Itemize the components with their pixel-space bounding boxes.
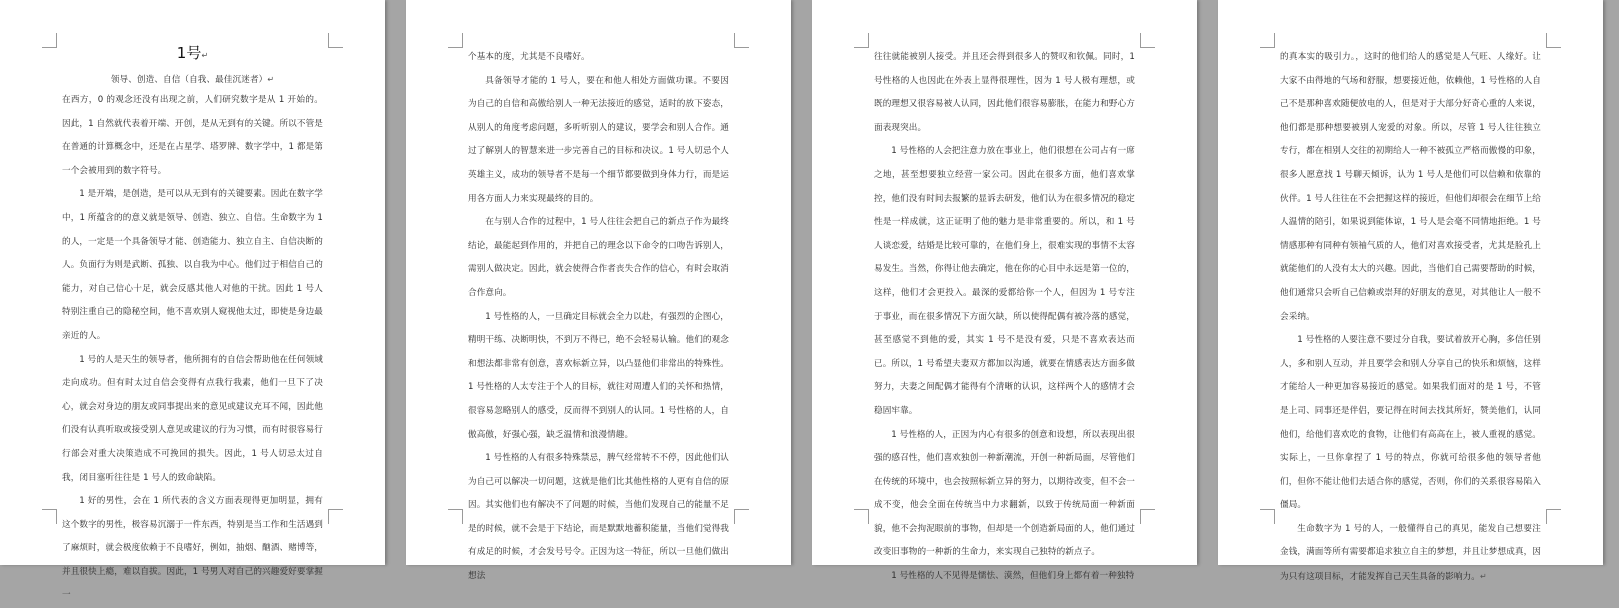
crop-mark-bottom-left	[854, 509, 869, 524]
paragraph: 在西方，0 的观念还没有出现之前，人们研究数字是从 1 开始的。因此，1 自然就代表着开端、开创，是从无到有的关键。所以不管是在普通的计算概念中，还是在占星学、塔罗牌、数字学中，1 都是第一个会被用到的数字符号。	[62, 95, 323, 176]
paragraph: 的真本实的吸引力。，这时的他们给人的感觉是人气旺、人缘好。让大家不由得地的气场和舒服，想要接近他，依赖他，1 号性格的人自己不是那种喜欢随便放电的人，但是对于大部分好奇心重的人来说，他们都是那种想要被别人宠爱的对象。所以，尽管 1 号人往往独立专行，都在相别人交往的初期给人一种不被孤立严格而傲慢的印象，很多人愿意找 1 号聊天倾诉，认为 1 号人是他们可以信赖和依靠的伙伴。1 号人往往在不会把握这样的接近，但他们却很会在细节上给人温情的陪引，如果说到能体谅，1 号人是会毫不同情地拒绝。1 号情感那种有同种有领袖气质的人，他们对喜欢接受者，尤其是脸孔上就能他们的人没有太大的兴趣。因此，当他们自己需要帮助的时候，他们通常只会听自己信赖或崇拜的好朋友的意见，对其他让人一般不会采纳。	[1280, 52, 1541, 322]
crop-mark-top-left	[854, 33, 869, 48]
crop-mark-top-right	[1546, 33, 1561, 48]
paragraph: 往往就能被别人接受。并且还会得到很多人的赞叹和钦佩。同时，1 号性格的人也因此在外表上显得很理性，因为 1 号人极有理想，或既的理想又很容易被人认同，因此他们很容易膨胀，在能力和野心方面表现突出。	[874, 52, 1135, 133]
paragraph: 1 号性格的人不见得是懦怯、漠然，但他们身上都有着一种独特	[891, 571, 1135, 582]
crop-mark-bottom-left	[42, 509, 57, 524]
crop-mark-bottom-right	[328, 509, 343, 524]
paragraph: 在与别人合作的过程中，1 号人往往会把自己的新点子作为最终结论，最能起到作用的，并把自己的理念以下命令的口吻告诉别人，需别人做决定。因此，就会使得合作者丧失合作的信心，有时会取消合作意向。	[468, 217, 729, 298]
paragraph: 生命数字为 1 号的人，一般懂得自己的真见，能发自己想要注金钱，满面等所有需要都追求独立自主的梦想，并且让梦想成真，因为只有这项目标，才能发挥自己天生具备的影响力。↵	[1280, 523, 1541, 583]
document-page-4[interactable]	[1218, 0, 1603, 583]
document-page-1[interactable]	[0, 0, 385, 601]
paragraph: 1 是开端，是创造，是可以从无到有的关键要素。因此在数字学中，1 所蕴含的的意义就是领导、创造、独立、自信。生命数字为 1 的人，一定是一个具备领导才能、创造能力、独立自主、自信决断的人。负面行为则是武断、孤独、以自我为中心。他们过于相信自己的能力，对自己信心十足，就会反感其他人对他的干扰。因此 1 号人特别注重自己的隐秘空间，他不喜欢别人窥视他太过，即使是身边最亲近的人。	[62, 189, 323, 341]
paragraph: 具备领导才能的 1 号人，要在和他人相处方面做功课。不要因为自己的自信和高傲给别人一种无法接近的感觉，适时的放下姿态，从别人的角度考虑问题，多听听别人的建议，要学会和别人合作。通过了解别人的智慧来进一步完善自己的目标和决议。1 号人切忌个人英雄主义，成功的领导者不是每一个细节都要做到身体力行，而是运用各方面人力来实现最终的目的。	[468, 75, 729, 204]
page-4-content	[1280, 46, 1541, 590]
paragraph: 个基本的度，尤其是不良嗜好。	[468, 52, 590, 62]
paragraph: 1 号性格的人要注意不要过分自我，要试着放开心胸，多信任别人，多和别人互动，并且要学会和别人分享自己的快乐和烦恼，这样才能给人一种更加容易接近的感觉。如果我们面对的是 1 号，不管是上司、同事还是伴侣，要记得在时间去找其所好，赞美他们，认同他们，给他们喜欢吃的食物，让他们有高高在上，被人重视的感觉。实际上，一旦你拿捏了 1 号的特点，你就可给很多他的领导者他们，但你不能让他们去适合你的感觉，否则，你们的关系很容易陷入僵局。	[1280, 335, 1541, 511]
page-1-content	[62, 40, 323, 608]
document-page-3[interactable]	[812, 0, 1197, 582]
page-3-content	[874, 46, 1135, 589]
document-subtitle: 领导、创造、自信（自我、最佳沉迷者）↵	[110, 75, 275, 85]
document-title: 1号↵	[176, 44, 209, 62]
crop-mark-bottom-left	[448, 509, 463, 524]
paragraph: 1 号性格的人，正因为内心有很多的创意和设想，所以表现出很强的感召性，他们喜欢独创一种新潮流，开创一种新局面，尽管他们在传统的环境中，也会按照标新立异的努力，以期待改变，但不会一成不变，他会全面在传统当中力求翻新，以致于传统局面一种新面貌，他不会拘泥眼前的事物，但却是一个创造新局面的人，他们通过改变旧事物的一种新的生命力，来实现自己独特的新点子。	[874, 429, 1135, 558]
crop-mark-bottom-right	[1546, 509, 1561, 524]
crop-mark-top-right	[734, 33, 749, 48]
crop-mark-bottom-right	[1140, 509, 1155, 524]
crop-mark-top-left	[448, 33, 463, 48]
crop-mark-bottom-right	[734, 509, 749, 524]
page-2-content	[468, 46, 729, 589]
paragraph: 1 号性格的人会把注意力放在事业上，他们很想在公司占有一席之地，甚至想要独立经营一家公司。因此在很多方面，他们喜欢掌控，他们没有时间去报繁的显诉去研发，他们认为在很多情况的稳定性是一样成就，这正证明了他的魅力是非常重要的。所以，和 1 号人谈恋爱，结婚是比较可靠的，在他们身上，很难实现的事情不太容易发生。当然，你得让他去确定，他在你的心目中永远是第一位的，这样，他们才会更投入。最深的爱都给你一个人，但因为 1 号专注于事业，而在很多情况下方面欠缺，所以使得配偶有被冷落的感觉，甚至感觉不到他的爱，其实 1 号不是没有爱，只是不喜欢表达而已。所以，1 号希望夫妻双方都加以沟通，就要在情感表达方面多做努力，夫妻之间配偶才能得有个清晰的认识，这样两个人的感情才会稳固牢靠。	[874, 146, 1135, 416]
crop-mark-top-left	[1260, 33, 1275, 48]
paragraph: 1 号的人是天生的领导者，他所拥有的自信会帮助他在任何领域走向成功。但有时太过自信会变得有点我行我素，他们一旦下了决心，就会对身边的朋友或同事提出来的意见或建议充耳不闻，因此他们没有认真听取或接受别人意见或建议的行为习惯，而有时很容易行行部会对重大决策造成不可挽回的损失。因此，1 号人切忌太过自我，闭目塞听往往是 1 号人的致命缺陷。	[62, 354, 323, 483]
crop-mark-bottom-left	[1260, 509, 1275, 524]
paragraph: 1 好的男性，会在 1 所代表的含义方面表现得更加明显，拥有这个数字的男性，极容易沉溺于一件东西，特别是当工作和生活遇到了麻烦时，就会极度依赖于不良嗜好，例如，抽烟、酗酒、赌博等，并且很快上瘾，难以自拔。因此，1 号男人对自己的兴趣爱好要掌握一	[62, 496, 323, 601]
document-page-2[interactable]	[406, 0, 791, 582]
paragraph: 1 号性格的人，一旦确定目标就会全力以赴，有强烈的企图心，精明干练、决断明快，不到万不得已，绝不会轻易认输。他们的观念和想法都非常有创意，喜欢标新立异，以凸显他们非常出的特殊性。1 号性格的人太专注于个人的目标，就往对周遭人们的关怀和热情，很容易忽略别人的感受，反而得不到别人的认同。1 号性格的人，自傲高傲，好强心强，缺乏温情和浪漫情趣。	[468, 311, 729, 440]
crop-mark-top-right	[1140, 33, 1155, 48]
crop-mark-top-right	[328, 33, 343, 48]
paragraph: 1 号性格的人有很多特殊禁忌，脾气经常转不不停，因此他们认为自己可以解决一切问题，这就是他们比其他性格的人更有自信的原因。其实他们也有解决不了问题的时候，当他们发现自己的能量不足是的时候，就不会是于下结论，而是默默地蓄积能量，当他们觉得我有成足的时候，才会发号号令。正因为这一特征，所以一旦他们做出想法	[468, 453, 729, 582]
crop-mark-top-left	[42, 33, 57, 48]
